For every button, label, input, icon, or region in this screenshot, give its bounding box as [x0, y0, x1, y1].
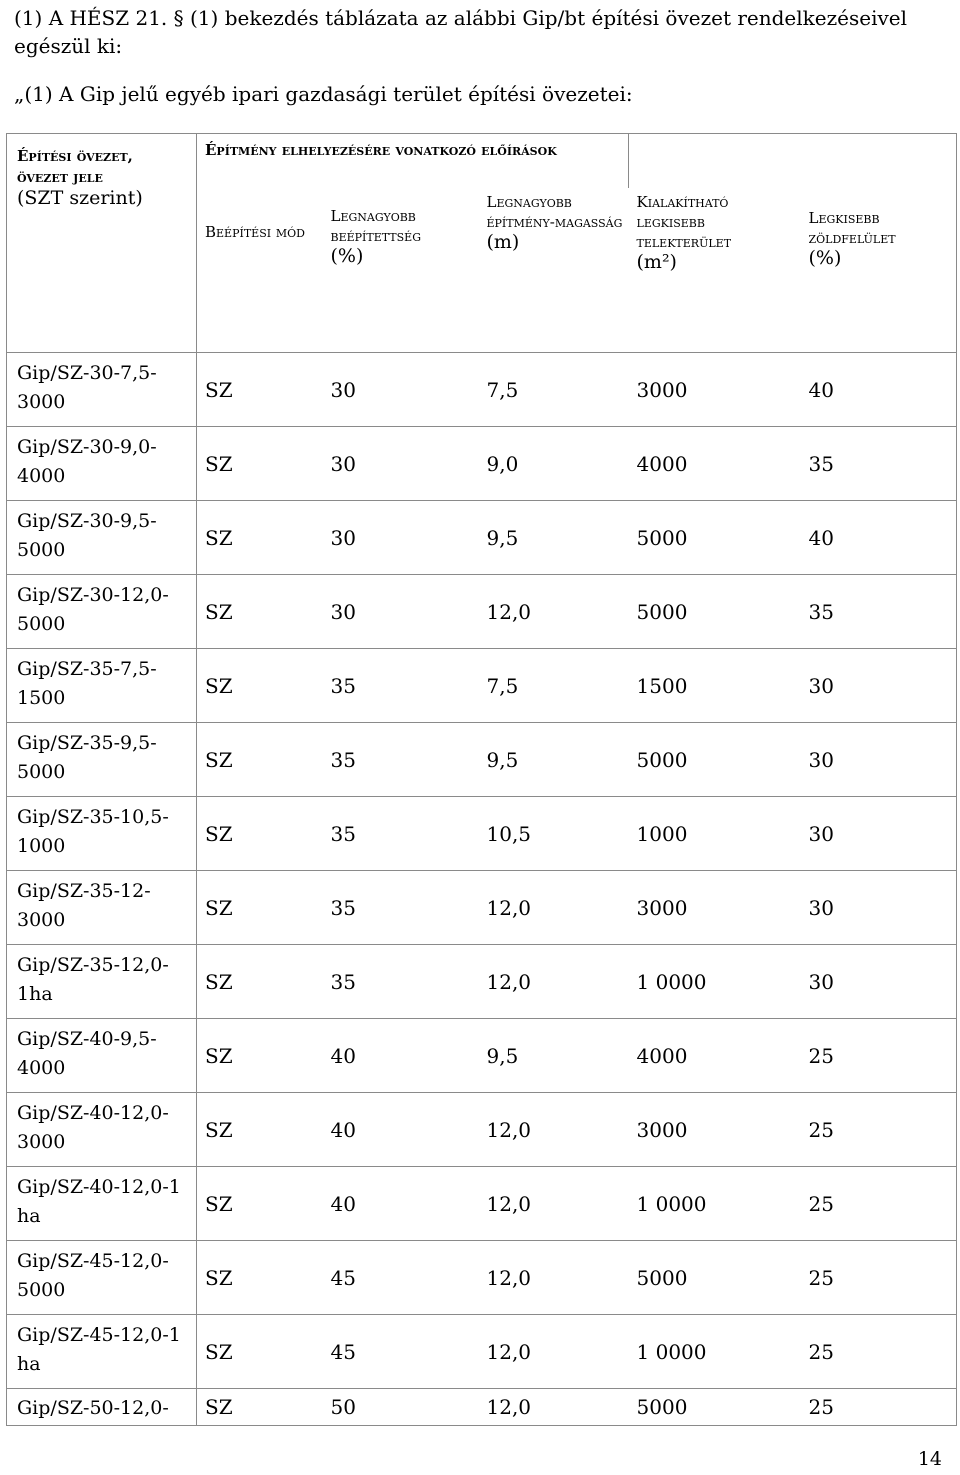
mode-cell: SZ	[197, 871, 323, 945]
mode-cell: SZ	[197, 723, 323, 797]
header-plot-label: Kialakítható legkisebb telekterület	[636, 193, 732, 251]
header-height	[479, 188, 629, 353]
green-cell: 40	[801, 353, 957, 427]
coverage-cell: 35	[323, 797, 479, 871]
header-height-label: Legnagyobb építmény-magasság	[486, 193, 623, 231]
table-row	[7, 649, 957, 723]
header-zone-label: Építési övezet, övezet jele	[17, 147, 133, 186]
green-cell: 25	[801, 1241, 957, 1315]
table-row	[7, 501, 957, 575]
header-coverage-unit: (%)	[330, 245, 364, 267]
coverage-cell: 35	[323, 871, 479, 945]
zone-code-cell: Gip/SZ-40-12,0-1 ha	[7, 1167, 197, 1241]
header-green-unit: (%)	[808, 247, 842, 269]
coverage-cell: 35	[323, 945, 479, 1019]
height-cell: 12,0	[479, 1241, 629, 1315]
header-group	[197, 134, 629, 189]
height-cell: 12,0	[479, 1315, 629, 1389]
height-cell: 7,5	[479, 353, 629, 427]
plot-cell: 4000	[629, 1019, 801, 1093]
height-cell: 12,0	[479, 575, 629, 649]
zone-code-cell: Gip/SZ-35-7,5-1500	[7, 649, 197, 723]
mode-cell: SZ	[197, 427, 323, 501]
header-plot	[629, 188, 801, 353]
mode-cell: SZ	[197, 353, 323, 427]
table-row	[7, 1093, 957, 1167]
green-cell: 25	[801, 1093, 957, 1167]
plot-cell: 1 0000	[629, 1315, 801, 1389]
mode-cell: SZ	[197, 649, 323, 723]
height-cell: 12,0	[479, 1389, 629, 1426]
table-row	[7, 353, 957, 427]
zone-code-cell: Gip/SZ-35-9,5-5000	[7, 723, 197, 797]
zone-code-cell: Gip/SZ-35-10,5-1000	[7, 797, 197, 871]
header-mode	[197, 188, 323, 353]
header-green	[801, 188, 957, 353]
header-coverage-label: Legnagyobb beépítettség	[330, 207, 421, 245]
mode-cell: SZ	[197, 945, 323, 1019]
plot-cell: 5000	[629, 501, 801, 575]
coverage-cell: 45	[323, 1241, 479, 1315]
green-cell: 30	[801, 723, 957, 797]
zone-code-cell: Gip/SZ-30-9,0-4000	[7, 427, 197, 501]
plot-cell: 4000	[629, 427, 801, 501]
green-cell: 30	[801, 797, 957, 871]
table-row	[7, 1315, 957, 1389]
green-cell: 35	[801, 575, 957, 649]
plot-cell: 5000	[629, 1389, 801, 1426]
height-cell: 9,0	[479, 427, 629, 501]
table-row	[7, 871, 957, 945]
plot-cell: 3000	[629, 871, 801, 945]
coverage-cell: 30	[323, 575, 479, 649]
header-zone-note: (SZT szerint)	[17, 187, 143, 209]
green-cell: 25	[801, 1315, 957, 1389]
mode-cell: SZ	[197, 797, 323, 871]
green-cell: 35	[801, 427, 957, 501]
mode-cell: SZ	[197, 1019, 323, 1093]
header-mode-label: Beépítési mód	[205, 223, 305, 241]
plot-cell: 5000	[629, 1241, 801, 1315]
zone-code-cell: Gip/SZ-40-12,0-3000	[7, 1093, 197, 1167]
coverage-cell: 40	[323, 1093, 479, 1167]
table-row	[7, 1019, 957, 1093]
height-cell: 9,5	[479, 501, 629, 575]
coverage-cell: 35	[323, 649, 479, 723]
mode-cell: SZ	[197, 1315, 323, 1389]
zoning-table	[6, 133, 957, 1426]
zone-code-cell: Gip/SZ-30-7,5-3000	[7, 353, 197, 427]
mode-cell: SZ	[197, 575, 323, 649]
header-zone	[7, 134, 197, 353]
coverage-cell: 50	[323, 1389, 479, 1426]
table-row	[7, 723, 957, 797]
plot-cell: 1000	[629, 797, 801, 871]
plot-cell: 1500	[629, 649, 801, 723]
header-green-label: Legkisebb zöldfelület	[808, 209, 896, 247]
mode-cell: SZ	[197, 501, 323, 575]
height-cell: 10,5	[479, 797, 629, 871]
coverage-cell: 35	[323, 723, 479, 797]
coverage-cell: 45	[323, 1315, 479, 1389]
page-number: 14	[917, 1448, 942, 1470]
table-row	[7, 1389, 957, 1426]
green-cell: 25	[801, 1019, 957, 1093]
coverage-cell: 30	[323, 353, 479, 427]
mode-cell: SZ	[197, 1389, 323, 1426]
table-row	[7, 945, 957, 1019]
height-cell: 9,5	[479, 723, 629, 797]
zone-code-cell: Gip/SZ-50-12,0-	[7, 1389, 197, 1426]
plot-cell: 5000	[629, 575, 801, 649]
header-coverage	[323, 188, 479, 353]
plot-cell: 1 0000	[629, 945, 801, 1019]
green-cell: 25	[801, 1167, 957, 1241]
green-cell: 40	[801, 501, 957, 575]
intro-paragraph: (1) A HÉSZ 21. § (1) bekezdés táblázata az alábbi Gip/bt építési övezet rendelkezéseivel egészül ki:	[14, 6, 908, 58]
coverage-cell: 40	[323, 1019, 479, 1093]
coverage-cell: 40	[323, 1167, 479, 1241]
zone-code-cell: Gip/SZ-35-12-3000	[7, 871, 197, 945]
green-cell: 30	[801, 945, 957, 1019]
table-body	[7, 353, 957, 1426]
header-height-unit: (m)	[486, 231, 520, 253]
mode-cell: SZ	[197, 1241, 323, 1315]
zone-code-cell: Gip/SZ-40-9,5-4000	[7, 1019, 197, 1093]
height-cell: 12,0	[479, 871, 629, 945]
table-row	[7, 1167, 957, 1241]
table-row	[7, 427, 957, 501]
table-row	[7, 1241, 957, 1315]
zone-code-cell: Gip/SZ-30-9,5-5000	[7, 501, 197, 575]
mode-cell: SZ	[197, 1167, 323, 1241]
coverage-cell: 30	[323, 427, 479, 501]
green-cell: 30	[801, 649, 957, 723]
height-cell: 12,0	[479, 1093, 629, 1167]
plot-cell: 1 0000	[629, 1167, 801, 1241]
header-group-label: Építmény elhelyezésére vonatkozó előírások	[205, 141, 557, 159]
height-cell: 7,5	[479, 649, 629, 723]
coverage-cell: 30	[323, 501, 479, 575]
height-cell: 12,0	[479, 945, 629, 1019]
zone-code-cell: Gip/SZ-45-12,0-1 ha	[7, 1315, 197, 1389]
intro-subtitle: „(1) A Gip jelű egyéb ipari gazdasági terület építési övezetei:	[14, 82, 633, 106]
green-cell: 25	[801, 1389, 957, 1426]
header-group-spacer	[629, 134, 957, 189]
header-plot-unit: (m²)	[636, 251, 677, 273]
table-row	[7, 575, 957, 649]
plot-cell: 3000	[629, 1093, 801, 1167]
plot-cell: 5000	[629, 723, 801, 797]
height-cell: 9,5	[479, 1019, 629, 1093]
green-cell: 30	[801, 871, 957, 945]
table-row	[7, 797, 957, 871]
zone-code-cell: Gip/SZ-35-12,0-1ha	[7, 945, 197, 1019]
height-cell: 12,0	[479, 1167, 629, 1241]
zone-code-cell: Gip/SZ-45-12,0-5000	[7, 1241, 197, 1315]
zone-code-cell: Gip/SZ-30-12,0-5000	[7, 575, 197, 649]
mode-cell: SZ	[197, 1093, 323, 1167]
plot-cell: 3000	[629, 353, 801, 427]
